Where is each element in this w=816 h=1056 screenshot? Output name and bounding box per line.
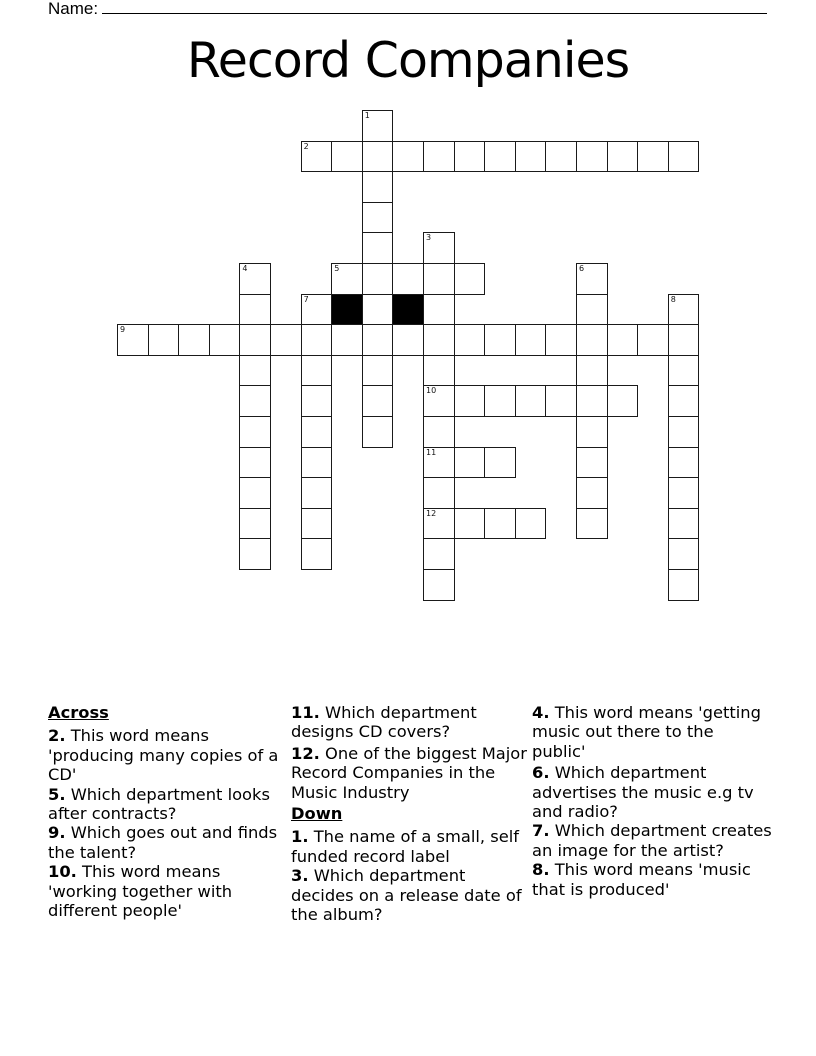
grid-cell[interactable] — [301, 385, 333, 417]
grid-cell[interactable] — [545, 324, 577, 356]
grid-cell[interactable] — [668, 294, 700, 326]
grid-cell[interactable] — [362, 202, 394, 234]
grid-cell[interactable] — [668, 569, 700, 601]
grid-cell[interactable] — [637, 141, 669, 173]
grid-cell[interactable] — [301, 324, 333, 356]
grid-cell[interactable] — [423, 324, 455, 356]
grid-cell[interactable] — [239, 294, 271, 326]
grid-cell[interactable] — [331, 263, 363, 295]
grid-cell[interactable] — [576, 447, 608, 479]
clue-down-1: 1. The name of a small, self funded record label — [291, 827, 519, 866]
clue-across-11: 11. Which department designs CD covers? — [291, 703, 477, 742]
grid-cell[interactable] — [576, 416, 608, 448]
grid-cell[interactable] — [239, 263, 271, 295]
grid-cell[interactable] — [362, 141, 394, 173]
across-heading: Across — [48, 703, 109, 722]
clue-number: 9 — [120, 325, 126, 335]
page-title: Record Companies — [186, 32, 630, 89]
grid-cell[interactable] — [362, 232, 394, 264]
grid-cell[interactable] — [239, 324, 271, 356]
clue-number: 6 — [579, 264, 585, 273]
clue-number: 5 — [334, 264, 340, 273]
clue-number: 2 — [303, 141, 309, 151]
grid-cell[interactable] — [668, 385, 700, 417]
grid-cell[interactable] — [362, 355, 394, 387]
grid-cell[interactable] — [454, 447, 486, 479]
clue-number: 1 — [364, 111, 370, 120]
grid-cell[interactable] — [392, 141, 424, 173]
grid-cell[interactable] — [392, 263, 424, 295]
grid-cell[interactable] — [178, 324, 210, 356]
grid-cell[interactable] — [239, 355, 271, 387]
grid-cell[interactable] — [484, 447, 516, 479]
grid-cell[interactable] — [301, 355, 333, 387]
grid-cell[interactable] — [270, 324, 302, 356]
grid-cell[interactable] — [668, 477, 700, 509]
grid-cell[interactable] — [423, 508, 455, 540]
grid-cell[interactable] — [423, 263, 455, 295]
grid-cell[interactable] — [117, 324, 149, 356]
grid-cell[interactable] — [515, 141, 547, 173]
clue-down-8: 8. This word means 'music that is produced' — [532, 860, 751, 899]
grid-cell[interactable] — [515, 324, 547, 356]
grid-cell[interactable] — [637, 324, 669, 356]
grid-cell[interactable] — [668, 141, 700, 173]
grid-cell[interactable] — [515, 508, 547, 540]
grid-cell[interactable] — [423, 355, 455, 387]
grid-cell[interactable] — [362, 294, 394, 326]
grid-cell[interactable] — [423, 141, 455, 173]
grid-cell[interactable] — [607, 141, 639, 173]
grid-cell[interactable] — [668, 324, 700, 356]
grid-cell[interactable] — [301, 294, 333, 326]
grid-cell[interactable] — [362, 385, 394, 417]
clue-number: 7 — [303, 294, 309, 304]
name-field[interactable] — [48, 0, 767, 19]
grid-cell[interactable] — [239, 538, 271, 570]
grid-cell[interactable] — [239, 508, 271, 540]
clues-column-2 — [291, 703, 531, 924]
grid-cell[interactable] — [423, 385, 455, 417]
grid-cell[interactable] — [301, 508, 333, 540]
grid-cell[interactable] — [576, 355, 608, 387]
grid-cell[interactable] — [423, 538, 455, 570]
grid-cell[interactable] — [362, 324, 394, 356]
grid-cell[interactable] — [668, 538, 700, 570]
grid-block — [392, 294, 424, 326]
grid-cell[interactable] — [331, 324, 363, 356]
grid-cell[interactable] — [239, 385, 271, 417]
grid-cell[interactable] — [301, 477, 333, 509]
grid-cell[interactable] — [668, 508, 700, 540]
grid-cell[interactable] — [576, 324, 608, 356]
grid-cell[interactable] — [484, 141, 516, 173]
grid-cell[interactable] — [484, 508, 516, 540]
grid-cell[interactable] — [454, 508, 486, 540]
clues-column-1 — [48, 703, 288, 920]
grid-cell[interactable] — [392, 324, 424, 356]
grid-cell[interactable] — [576, 477, 608, 509]
grid-cell[interactable] — [423, 477, 455, 509]
clue-across-5: 5. Which department looks after contracts? — [48, 784, 270, 824]
grid-cell[interactable] — [423, 569, 455, 601]
grid-cell[interactable] — [607, 385, 639, 417]
clue-across-2: 2. This word means 'producing many copies of a CD' — [48, 726, 279, 785]
name-underline[interactable] — [102, 0, 767, 14]
grid-cell[interactable] — [239, 447, 271, 479]
grid-cell[interactable] — [607, 324, 639, 356]
grid-cell[interactable] — [576, 508, 608, 540]
name-label: Name: — [48, 0, 99, 18]
grid-cell[interactable] — [576, 263, 608, 295]
grid-cell[interactable] — [331, 141, 363, 173]
grid-cell[interactable] — [423, 294, 455, 326]
grid-cell[interactable] — [545, 385, 577, 417]
clue-number: 12 — [426, 508, 437, 518]
grid-cell[interactable] — [362, 110, 394, 142]
grid-cell[interactable] — [423, 232, 455, 264]
grid-cell[interactable] — [454, 385, 486, 417]
clue-across-10: 10. This word means 'working together with different people' — [48, 862, 233, 921]
grid-cell[interactable] — [668, 416, 700, 448]
clue-down-6: 6. Which department advertises the music e.g tv and radio? — [532, 763, 754, 822]
clue-down-3: 3. Which department decides on a release date of the album? — [291, 866, 522, 925]
grid-cell[interactable] — [576, 141, 608, 173]
clue-down-7: 7. Which department creates an image for the artist? — [532, 821, 772, 860]
grid-cell[interactable] — [239, 477, 271, 509]
grid-cell[interactable] — [301, 538, 333, 570]
grid-cell[interactable] — [454, 141, 486, 173]
clue-down-4: 4. This word means 'getting music out there to the public' — [532, 703, 761, 761]
grid-cell[interactable] — [239, 416, 271, 448]
clue-across-9: 9. Which goes out and finds the talent? — [48, 823, 278, 862]
clue-number: 4 — [242, 264, 248, 273]
clue-number: 8 — [670, 294, 676, 304]
grid-cell[interactable] — [423, 416, 455, 448]
clue-number: 10 — [426, 386, 437, 396]
grid-cell[interactable] — [362, 263, 394, 295]
grid-cell[interactable] — [301, 416, 333, 448]
grid-cell[interactable] — [301, 447, 333, 479]
grid-cell[interactable] — [668, 447, 700, 479]
grid-cell[interactable] — [148, 324, 180, 356]
clue-number: 3 — [426, 233, 432, 243]
grid-cell[interactable] — [515, 385, 547, 417]
grid-cell[interactable] — [362, 416, 394, 448]
grid-cell[interactable] — [576, 294, 608, 326]
down-heading: Down — [291, 804, 343, 824]
grid-cell[interactable] — [545, 141, 577, 173]
grid-cell[interactable] — [454, 324, 486, 356]
clues-column-3 — [532, 703, 772, 899]
grid-cell[interactable] — [423, 447, 455, 479]
grid-cell[interactable] — [362, 171, 394, 203]
grid-cell[interactable] — [576, 385, 608, 417]
grid-cell[interactable] — [668, 355, 700, 387]
grid-block — [331, 294, 363, 326]
grid-cell[interactable] — [484, 324, 516, 356]
grid-cell[interactable] — [209, 324, 241, 356]
grid-cell[interactable] — [301, 141, 333, 173]
grid-cell[interactable] — [484, 385, 516, 417]
clue-across-12: 12. One of the biggest Major Record Companies in the Music Industry — [291, 743, 527, 802]
clue-number: 11 — [426, 447, 437, 457]
grid-cell[interactable] — [454, 263, 486, 295]
